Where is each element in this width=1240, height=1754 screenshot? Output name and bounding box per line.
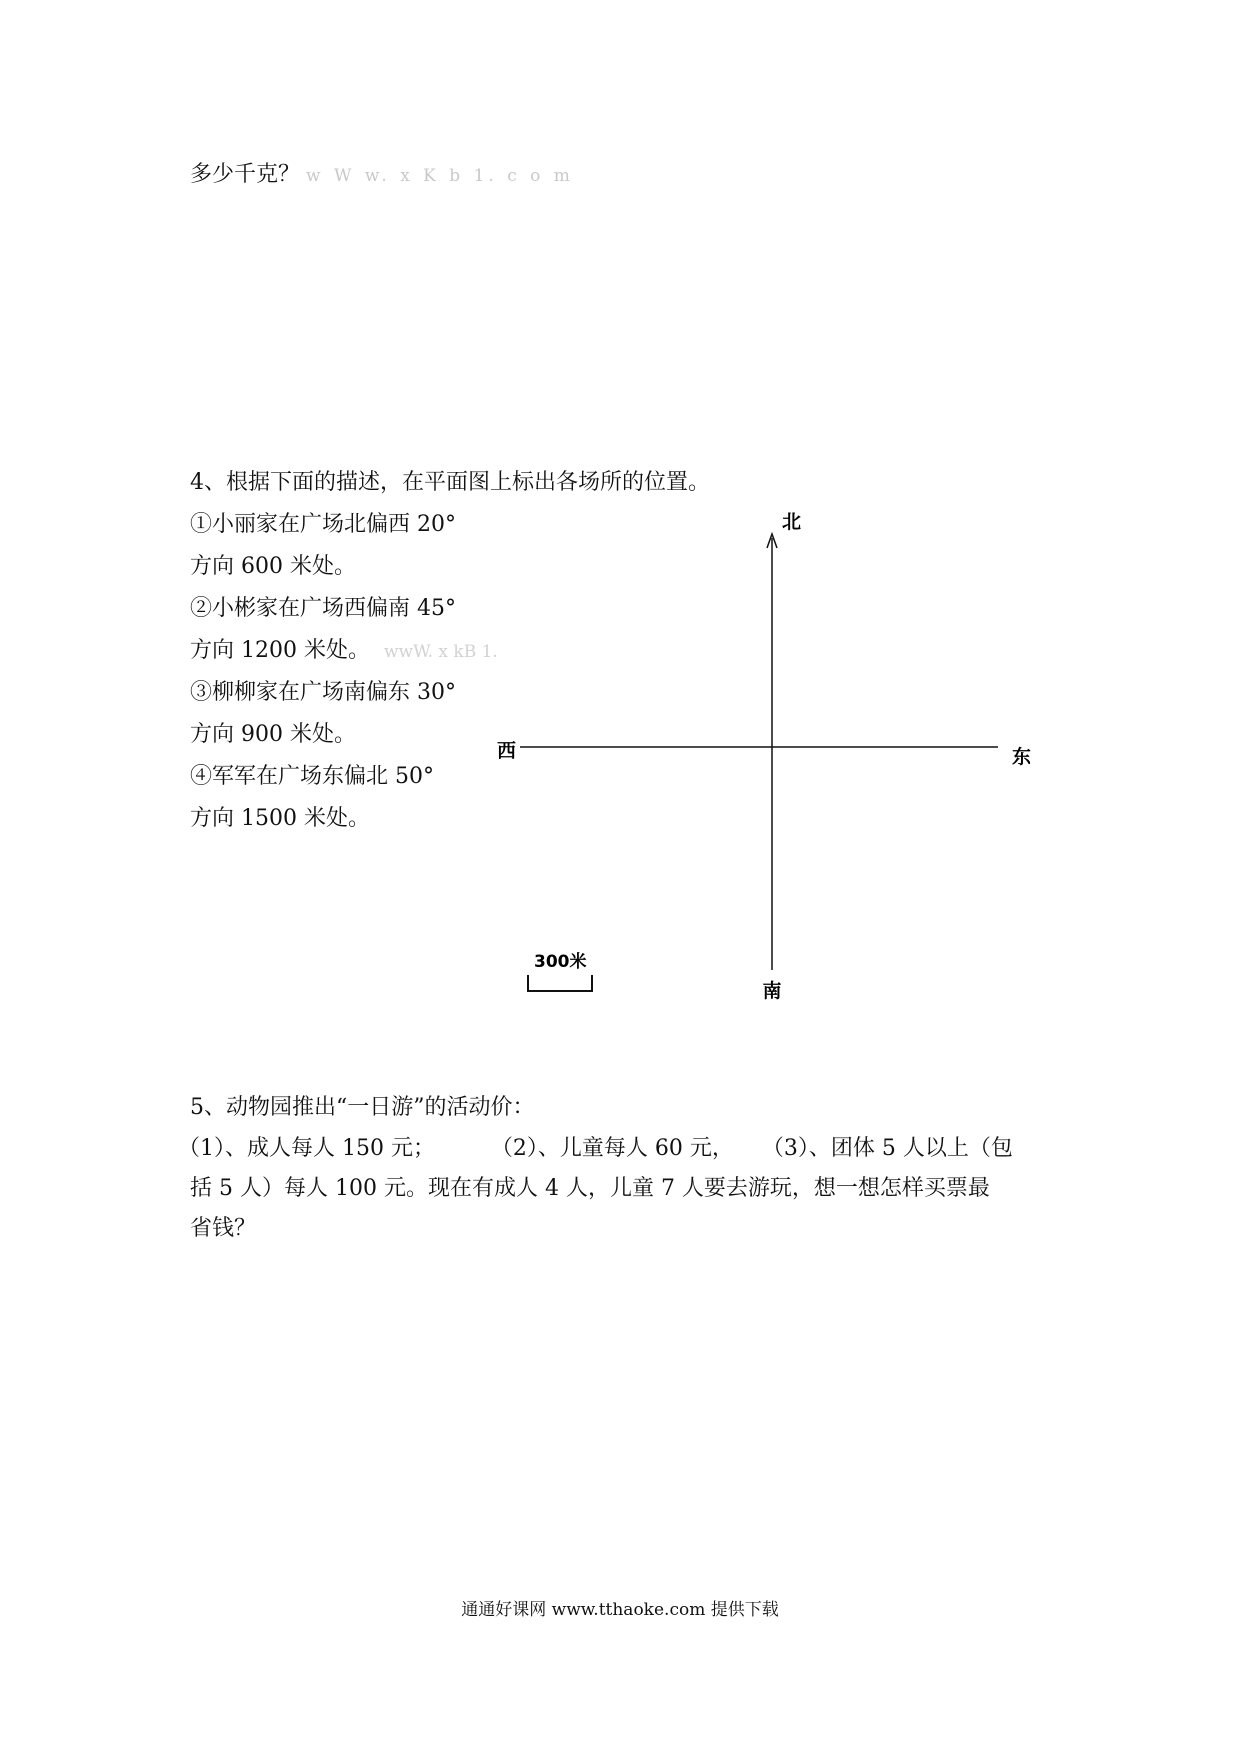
q4-item-4-line-1: ④军军在广场东偏北 50° [190,764,434,789]
watermark-text: w W w. x K b 1. c o m [306,166,574,186]
q5-line-2: 括 5 人）每人 100 元。现在有成人 4 人，儿童 7 人要去游玩，想一想怎样买票最 [190,1176,990,1201]
q5-line-3: 省钱？ [190,1216,257,1241]
north-label: 北 [782,511,802,533]
question-5-title: 5、动物园推出“一日游”的活动价： [190,1095,535,1120]
q4-item-2-line-1: ②小彬家在广场西偏南 45° [190,596,456,621]
q4-item-3-line-2: 方向 900 米处。 [190,722,356,747]
q4-item-4-line-2: 方向 1500 米处。 [190,806,370,831]
west-label: 西 [496,740,516,762]
compass-plan-diagram [490,500,1060,1020]
question-3-ending-text: 多少千克？ [190,162,301,187]
scale-bar-label: 300米 [534,952,587,972]
q5-line-1: （1）、成人每人 150 元； （2）、儿童每人 60 元， （3）、团体 5 人以上（包 [178,1136,1013,1161]
q4-item-2-line-2-wrap [190,636,498,667]
q4-item-3-line-1: ③柳柳家在广场南偏东 30° [190,680,456,705]
watermark-text-2: wwW. x kB 1. [383,642,498,662]
east-label: 东 [1012,746,1032,768]
q4-item-1-line-2: 方向 600 米处。 [190,554,356,579]
south-label: 南 [762,980,782,1002]
question-3-ending [190,160,574,191]
question-4-title: 4、根据下面的描述，在平面图上标出各场所的位置。 [190,470,710,495]
q4-item-1-line-1: ①小丽家在广场北偏西 20° [190,512,456,537]
q4-item-2-line-2: 方向 1200 米处。 [190,638,370,663]
scale-bar [528,975,592,991]
footer-credit: 通通好课网 www.tthaoke.com 提供下载 [461,1600,779,1620]
